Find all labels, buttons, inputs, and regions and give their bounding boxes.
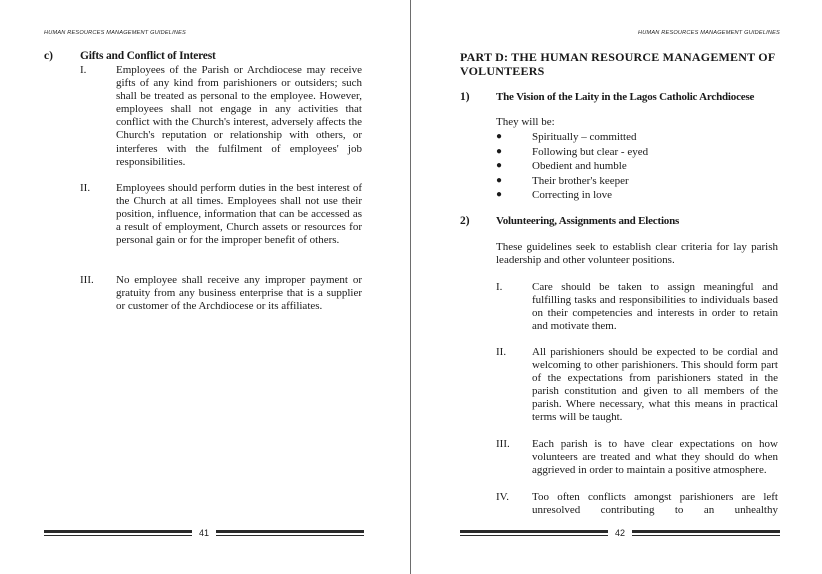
list-item: ● Correcting in love [496, 189, 613, 202]
footer-rule [632, 530, 780, 537]
bullet-icon: ● [496, 160, 503, 172]
item-numeral: II. [496, 346, 507, 358]
list-item: ● Their brother's keeper [496, 174, 629, 187]
bullet-icon: ● [496, 131, 503, 142]
page-footer [460, 528, 780, 540]
bullet-icon: ● [496, 174, 503, 186]
footer-rule [44, 530, 192, 537]
item-text: Employees of the Parish or Archdiocese may receive gifts of any kind from parishioners or outsiders; such shall be treated as personal to the employee. However, employees shall not engage in any activities that conflict with the Church's interest, adversely affects the Church's reputation or relationship with others, or interferes with the fulfilment of employees' job responsibilities. [116, 64, 362, 168]
book-spine [410, 0, 411, 574]
item-text: All parishioners should be expected to be cordial and welcoming to other parishioners. This should form part of the expectations from parishioners stated in the parish constitution and given to all members of the parish. Where necessary, what this means in practical terms will be taught. [532, 346, 778, 424]
intro-text: They will be: [496, 116, 555, 128]
left-page [0, 0, 410, 574]
item-text: Too often conflicts amongst parishioners are left unresolved contributing to an unhealthy [532, 491, 778, 517]
page-footer [44, 528, 364, 540]
section-label: 2) [460, 215, 470, 227]
page-number: 41 [198, 528, 209, 538]
item-numeral: IV. [496, 491, 509, 503]
section-title: Volunteering, Assignments and Elections [496, 215, 680, 227]
list-item: ● Following but clear - eyed [496, 145, 649, 158]
item-numeral: II. [80, 182, 91, 194]
section-title: The Vision of the Laity in the Lagos Catholic Archdiocese [496, 91, 755, 103]
item-text: No employee shall receive any improper payment or gratuity from any business enterprise that is a supplier or customer of the Archdiocese or its affiliates. [116, 274, 362, 313]
intro-text: These guidelines seek to establish clear criteria for lay parish leadership and other volunteer positions. [496, 241, 778, 267]
item-numeral: I. [496, 281, 503, 293]
section-title: Gifts and Conflict of Interest [80, 50, 216, 62]
page-number: 42 [614, 528, 625, 538]
running-header: HUMAN RESOURCES MANAGEMENT GUIDELINES [638, 30, 780, 36]
running-header: HUMAN RESOURCES MANAGEMENT GUIDELINES [44, 30, 186, 36]
bullet-icon: ● [496, 145, 503, 157]
item-text: Employees should perform duties in the best interest of the Church at all times. Employees shall not use their position, influence, information that can be accessed as a result of employment, Church assets or resources for personal gain or for the improper benefit of others. [116, 182, 362, 247]
bullet-list [496, 130, 648, 203]
footer-rule [216, 530, 364, 537]
section-label: 1) [460, 91, 470, 103]
item-numeral: III. [496, 438, 510, 450]
list-item: ● Spiritually – committed [496, 131, 637, 143]
item-text: Care should be taken to assign meaningful and fulfilling tasks and responsibilities to individuals based on their competencies and interests in order to retain and motivate them. [532, 281, 778, 333]
right-page [412, 0, 822, 574]
footer-rule [460, 530, 608, 537]
section-label: c) [44, 50, 53, 62]
item-text: Each parish is to have clear expectations on how volunteers are treated and what they should do when aggrieved in order to maintain a positive atmosphere. [532, 438, 778, 477]
bullet-icon: ● [496, 189, 503, 201]
item-numeral: I. [80, 64, 87, 76]
list-item: ● Obedient and humble [496, 160, 627, 173]
item-numeral: III. [80, 274, 94, 286]
part-title: PART D: THE HUMAN RESOURCE MANAGEMENT OF VOLUNTEERS [460, 50, 775, 78]
